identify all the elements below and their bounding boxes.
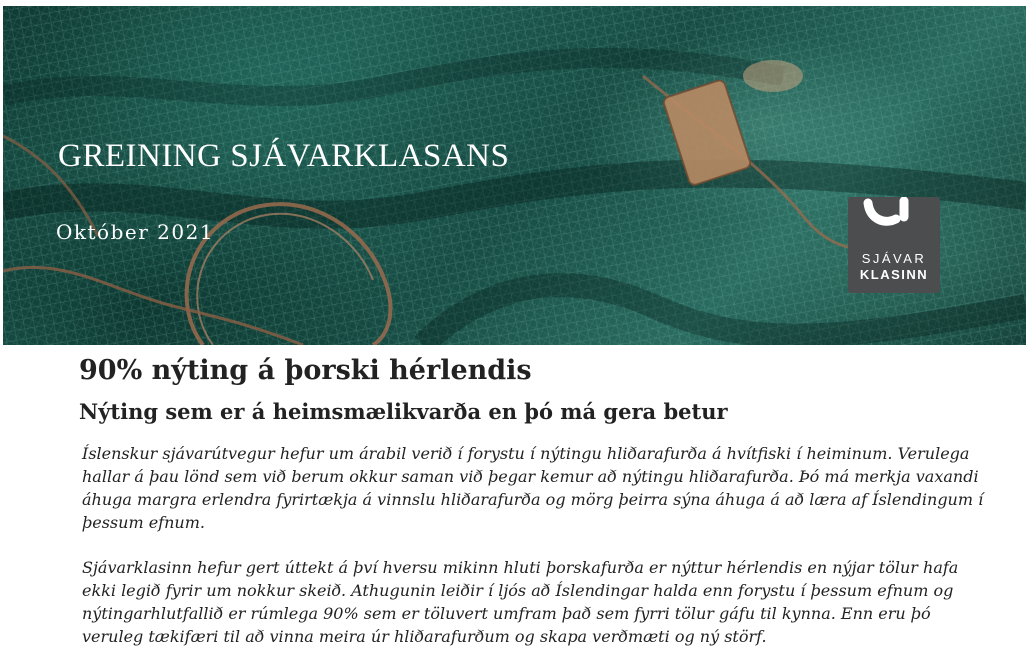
- report-title: GREINING SJÁVARKLASANS: [58, 138, 510, 174]
- report-date: Október 2021: [56, 220, 215, 244]
- paragraph-2: [82, 556, 962, 648]
- logo-text-top: SJÁVAR: [861, 251, 927, 266]
- article-subheadline: Nýting sem er á heimsmælikvarða en þó má gera betur: [79, 399, 728, 424]
- paragraph-line: áhuga margra erlendra fyrirtækja á vinnslu hliðarafurða og mörg þeirra sýna áhuga á að læra af Íslendingum í: [82, 490, 984, 509]
- logo-mark-icon: [848, 197, 940, 247]
- paragraph-1: [82, 442, 984, 534]
- hero-banner: [3, 6, 1026, 345]
- article-headline: 90% nýting á þorski hérlendis: [79, 355, 532, 386]
- paragraph-line: veruleg tækifæri til að vinna meira úr hliðarafurðum og skapa verðmæti og ný störf.: [82, 627, 767, 646]
- paragraph-line: ekki legið fyrir um nokkur skeið. Athugunin leiðir í ljós að Íslendingar halda enn forystu í þessum efnum og: [82, 581, 954, 600]
- article-body: [82, 442, 984, 662]
- paragraph-line: Sjávarklasinn hefur gert úttekt á því hversu mikinn hluti þorskafurða er nýttur hérlendis en nýjar tölur hafa: [82, 558, 959, 577]
- paragraph-line: hallar á þau lönd sem við berum okkur saman við þegar kemur að nýtingu hliðarafurða. Þó má merkja vaxandi: [82, 467, 979, 486]
- logo-text-bottom: KLASINN: [859, 267, 929, 282]
- paragraph-line: Íslenskur sjávarútvegur hefur um árabil verið í forystu í nýtingu hliðarafurða á hvítfiski í heiminum. Verulega: [82, 444, 970, 463]
- sjavarklasinn-logo: [848, 197, 940, 293]
- fishing-net-photo: [3, 6, 1026, 345]
- paragraph-line: þessum efnum.: [82, 513, 205, 532]
- paragraph-line: nýtingarhlutfallið er rúmlega 90% sem er töluvert umfram það sem fyrri tölur gáfu til kynna. Enn eru þó: [82, 604, 931, 623]
